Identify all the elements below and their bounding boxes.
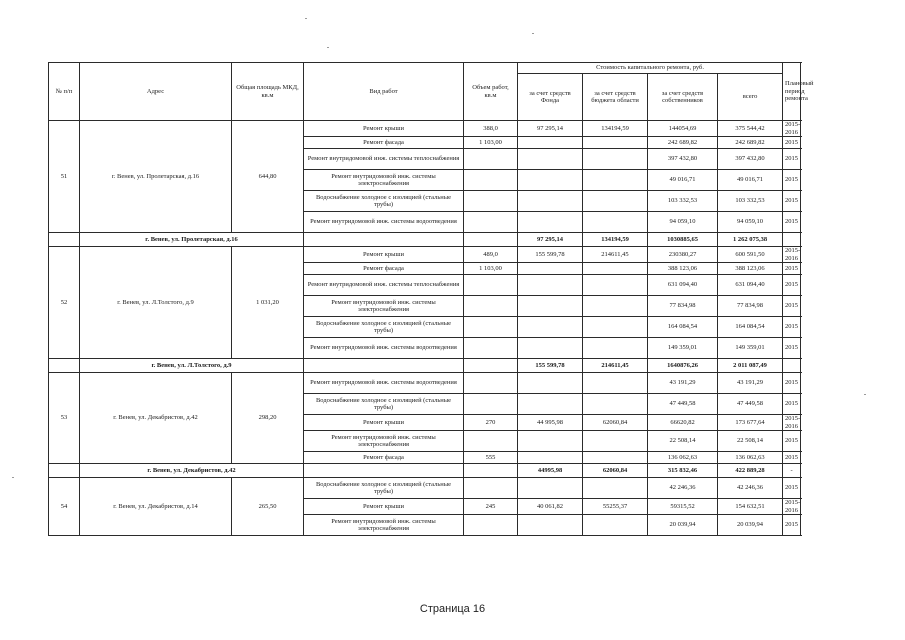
table-body xyxy=(49,121,801,536)
header-total: всего xyxy=(718,74,783,121)
row-fund xyxy=(518,263,583,275)
row-volume: 270 xyxy=(464,415,518,431)
row-address: г. Венев, ул. Декабристов, д.14 xyxy=(80,478,232,536)
table-row xyxy=(49,478,801,499)
row-total: 20 039,94 xyxy=(718,515,783,536)
row-work-type: Ремонт внутридомовой инж. системы теплоснабжения xyxy=(304,275,464,296)
row-period: 2015 xyxy=(783,431,801,452)
subtotal-work xyxy=(304,464,464,478)
subtotal-row xyxy=(49,464,801,478)
row-volume: 388,0 xyxy=(464,121,518,137)
row-budget xyxy=(583,394,648,415)
row-area: 265,50 xyxy=(232,478,304,536)
row-owners: 49 016,71 xyxy=(648,170,718,191)
subtotal-volume xyxy=(464,464,518,478)
row-area: 1 031,20 xyxy=(232,247,304,359)
row-period: 2015 xyxy=(783,478,801,499)
row-area: 644,80 xyxy=(232,121,304,233)
row-fund: 44 995,98 xyxy=(518,415,583,431)
row-total: 42 246,36 xyxy=(718,478,783,499)
row-budget: 55255,37 xyxy=(583,499,648,515)
header-period: Плановый период ремонта xyxy=(783,63,801,121)
document-sheet xyxy=(48,62,814,536)
row-period: 2015 xyxy=(783,296,801,317)
row-owners: 59315,52 xyxy=(648,499,718,515)
row-owners: 388 123,06 xyxy=(648,263,718,275)
row-fund xyxy=(518,275,583,296)
row-owners: 149 359,01 xyxy=(648,338,718,359)
subtotal-num xyxy=(49,464,80,478)
row-total: 94 059,10 xyxy=(718,212,783,233)
row-owners: 230380,27 xyxy=(648,247,718,263)
row-address: г. Венев, ул. Пролетарская, д.16 xyxy=(80,121,232,233)
row-work-type: Ремонт крыши xyxy=(304,247,464,263)
row-period: 2015 xyxy=(783,515,801,536)
row-area: 298,20 xyxy=(232,373,304,464)
row-total: 164 084,54 xyxy=(718,317,783,338)
row-work-type: Ремонт внутридомовой инж. системы электроснабжения xyxy=(304,296,464,317)
subtotal-label: г. Венев, ул. Декабристов, д.42 xyxy=(80,464,304,478)
subtotal-period xyxy=(783,359,801,373)
subtotal-work xyxy=(304,233,464,247)
row-total: 149 359,01 xyxy=(718,338,783,359)
row-period: 2015-2016 xyxy=(783,247,801,263)
row-budget xyxy=(583,338,648,359)
row-volume: 555 xyxy=(464,452,518,464)
row-volume xyxy=(464,191,518,212)
row-budget: 134194,59 xyxy=(583,121,648,137)
row-fund xyxy=(518,149,583,170)
row-budget xyxy=(583,212,648,233)
row-owners: 47 449,58 xyxy=(648,394,718,415)
row-total: 136 062,63 xyxy=(718,452,783,464)
subtotal-num xyxy=(49,233,80,247)
subtotal-budget: 134194,59 xyxy=(583,233,648,247)
row-owners: 136 062,63 xyxy=(648,452,718,464)
row-budget xyxy=(583,137,648,149)
header-owners: за счет средств собственников xyxy=(648,74,718,121)
row-fund: 97 295,14 xyxy=(518,121,583,137)
subtotal-owners: 1030885,65 xyxy=(648,233,718,247)
row-owners: 397 432,80 xyxy=(648,149,718,170)
row-period: 2015 xyxy=(783,394,801,415)
row-work-type: Ремонт внутридомовой инж. системы теплоснабжения xyxy=(304,149,464,170)
row-owners: 43 191,29 xyxy=(648,373,718,394)
table-row xyxy=(49,121,801,137)
row-work-type: Ремонт фасада xyxy=(304,263,464,275)
row-budget: 214611,45 xyxy=(583,247,648,263)
row-volume xyxy=(464,515,518,536)
subtotal-owners: 315 832,46 xyxy=(648,464,718,478)
row-number: 54 xyxy=(49,478,80,536)
subtotal-fund: 44995,98 xyxy=(518,464,583,478)
row-work-type: Водоснабжение холодное с изоляцией (стальные трубы) xyxy=(304,191,464,212)
row-volume xyxy=(464,394,518,415)
row-budget xyxy=(583,317,648,338)
row-number: 52 xyxy=(49,247,80,359)
row-volume xyxy=(464,296,518,317)
row-period: 2015 xyxy=(783,170,801,191)
row-address: г. Венев, ул. Декабристов, д.42 xyxy=(80,373,232,464)
row-total: 173 677,64 xyxy=(718,415,783,431)
row-work-type: Ремонт крыши xyxy=(304,415,464,431)
row-period: 2015 xyxy=(783,191,801,212)
row-budget: 62060,84 xyxy=(583,415,648,431)
row-total: 388 123,06 xyxy=(718,263,783,275)
subtotal-budget: 214611,45 xyxy=(583,359,648,373)
row-period: 2015-2016 xyxy=(783,499,801,515)
repair-table xyxy=(48,62,814,536)
row-budget xyxy=(583,263,648,275)
row-period: 2015 xyxy=(783,263,801,275)
row-budget xyxy=(583,191,648,212)
row-volume: 489,0 xyxy=(464,247,518,263)
row-work-type: Водоснабжение холодное с изоляцией (стальные трубы) xyxy=(304,317,464,338)
table-row xyxy=(49,373,801,394)
row-budget xyxy=(583,431,648,452)
row-fund xyxy=(518,338,583,359)
row-budget xyxy=(583,373,648,394)
row-period: 2015-2016 xyxy=(783,121,801,137)
row-owners: 20 039,94 xyxy=(648,515,718,536)
row-total: 47 449,58 xyxy=(718,394,783,415)
row-work-type: Водоснабжение холодное с изоляцией (стальные трубы) xyxy=(304,394,464,415)
row-period: 2015 xyxy=(783,275,801,296)
row-volume xyxy=(464,170,518,191)
subtotal-label: г. Венев, ул. Л.Толстого, д.9 xyxy=(80,359,304,373)
row-total: 375 544,42 xyxy=(718,121,783,137)
row-fund xyxy=(518,170,583,191)
row-fund: 155 599,78 xyxy=(518,247,583,263)
row-period: 2015 xyxy=(783,317,801,338)
row-budget xyxy=(583,515,648,536)
header-area: Общая площадь МКД, кв.м xyxy=(232,63,304,121)
subtotal-budget: 62060,84 xyxy=(583,464,648,478)
row-period: 2015 xyxy=(783,212,801,233)
row-volume xyxy=(464,338,518,359)
subtotal-period xyxy=(783,233,801,247)
row-volume: 245 xyxy=(464,499,518,515)
row-owners: 631 094,40 xyxy=(648,275,718,296)
row-work-type: Ремонт внутридомовой инж. системы водоотведения xyxy=(304,338,464,359)
subtotal-num xyxy=(49,359,80,373)
row-address: г. Венев, ул. Л.Толстого, д.9 xyxy=(80,247,232,359)
subtotal-total: 422 889,28 xyxy=(718,464,783,478)
row-fund xyxy=(518,191,583,212)
row-fund: 40 061,82 xyxy=(518,499,583,515)
row-total: 397 432,80 xyxy=(718,149,783,170)
row-fund xyxy=(518,317,583,338)
row-total: 242 689,82 xyxy=(718,137,783,149)
row-fund xyxy=(518,212,583,233)
row-total: 103 332,53 xyxy=(718,191,783,212)
row-total: 600 591,50 xyxy=(718,247,783,263)
row-total: 49 016,71 xyxy=(718,170,783,191)
header-work-type: Вид работ xyxy=(304,63,464,121)
row-volume xyxy=(464,275,518,296)
row-fund xyxy=(518,394,583,415)
row-budget xyxy=(583,149,648,170)
row-fund xyxy=(518,515,583,536)
subtotal-fund: 155 599,78 xyxy=(518,359,583,373)
row-work-type: Ремонт внутридомовой инж. системы водоотведения xyxy=(304,373,464,394)
row-work-type: Ремонт внутридомовой инж. системы электроснабжения xyxy=(304,170,464,191)
row-volume xyxy=(464,373,518,394)
row-owners: 94 059,10 xyxy=(648,212,718,233)
row-fund xyxy=(518,452,583,464)
row-owners: 42 246,36 xyxy=(648,478,718,499)
row-owners: 164 084,54 xyxy=(648,317,718,338)
row-fund xyxy=(518,296,583,317)
row-period: 2015 xyxy=(783,452,801,464)
subtotal-total: 2 011 087,49 xyxy=(718,359,783,373)
row-period: 2015 xyxy=(783,137,801,149)
row-budget xyxy=(583,452,648,464)
row-volume xyxy=(464,431,518,452)
row-total: 43 191,29 xyxy=(718,373,783,394)
subtotal-row xyxy=(49,359,801,373)
row-budget xyxy=(583,170,648,191)
row-budget xyxy=(583,478,648,499)
row-period: 2015 xyxy=(783,373,801,394)
subtotal-fund: 97 295,14 xyxy=(518,233,583,247)
row-fund xyxy=(518,373,583,394)
row-owners: 144054,69 xyxy=(648,121,718,137)
row-owners: 242 689,82 xyxy=(648,137,718,149)
subtotal-period: - xyxy=(783,464,801,478)
row-number: 51 xyxy=(49,121,80,233)
header-address: Адрес xyxy=(80,63,232,121)
row-work-type: Ремонт фасада xyxy=(304,452,464,464)
subtotal-owners: 1640876,26 xyxy=(648,359,718,373)
row-volume xyxy=(464,478,518,499)
subtotal-row xyxy=(49,233,801,247)
row-budget xyxy=(583,296,648,317)
row-period: 2015 xyxy=(783,149,801,170)
row-work-type: Ремонт крыши xyxy=(304,499,464,515)
row-work-type: Ремонт внутридомовой инж. системы электроснабжения xyxy=(304,515,464,536)
row-work-type: Ремонт крыши xyxy=(304,121,464,137)
row-total: 631 094,40 xyxy=(718,275,783,296)
row-period: 2015-2016 xyxy=(783,415,801,431)
row-fund xyxy=(518,478,583,499)
row-volume xyxy=(464,212,518,233)
row-volume: 1 103,00 xyxy=(464,263,518,275)
row-volume: 1 103,00 xyxy=(464,137,518,149)
row-work-type: Ремонт внутридомовой инж. системы водоотведения xyxy=(304,212,464,233)
row-volume xyxy=(464,317,518,338)
row-work-type: Ремонт фасада xyxy=(304,137,464,149)
header-fund: за счет средств Фонда xyxy=(518,74,583,121)
row-volume xyxy=(464,149,518,170)
row-total: 154 632,51 xyxy=(718,499,783,515)
row-number: 53 xyxy=(49,373,80,464)
header-cost-group: Стоимость капитального ремонта, руб. xyxy=(518,63,783,74)
row-owners: 66620,82 xyxy=(648,415,718,431)
subtotal-volume xyxy=(464,359,518,373)
subtotal-total: 1 262 075,38 xyxy=(718,233,783,247)
page-footer: Страница 16 xyxy=(419,603,486,615)
row-fund xyxy=(518,137,583,149)
row-budget xyxy=(583,275,648,296)
table-row xyxy=(49,247,801,263)
row-owners: 22 508,14 xyxy=(648,431,718,452)
row-fund xyxy=(518,431,583,452)
row-work-type: Ремонт внутридомовой инж. системы электроснабжения xyxy=(304,431,464,452)
row-owners: 77 834,98 xyxy=(648,296,718,317)
row-work-type: Водоснабжение холодное с изоляцией (стальные трубы) xyxy=(304,478,464,499)
row-total: 22 508,14 xyxy=(718,431,783,452)
subtotal-label: г. Венев, ул. Пролетарская, д.16 xyxy=(80,233,304,247)
row-owners: 103 332,53 xyxy=(648,191,718,212)
subtotal-volume xyxy=(464,233,518,247)
header-num: № п/п xyxy=(49,63,80,121)
header-volume: Объем работ, кв.м xyxy=(464,63,518,121)
row-period: 2015 xyxy=(783,338,801,359)
subtotal-work xyxy=(304,359,464,373)
header-budget: за счет средств бюджета области xyxy=(583,74,648,121)
row-total: 77 834,98 xyxy=(718,296,783,317)
